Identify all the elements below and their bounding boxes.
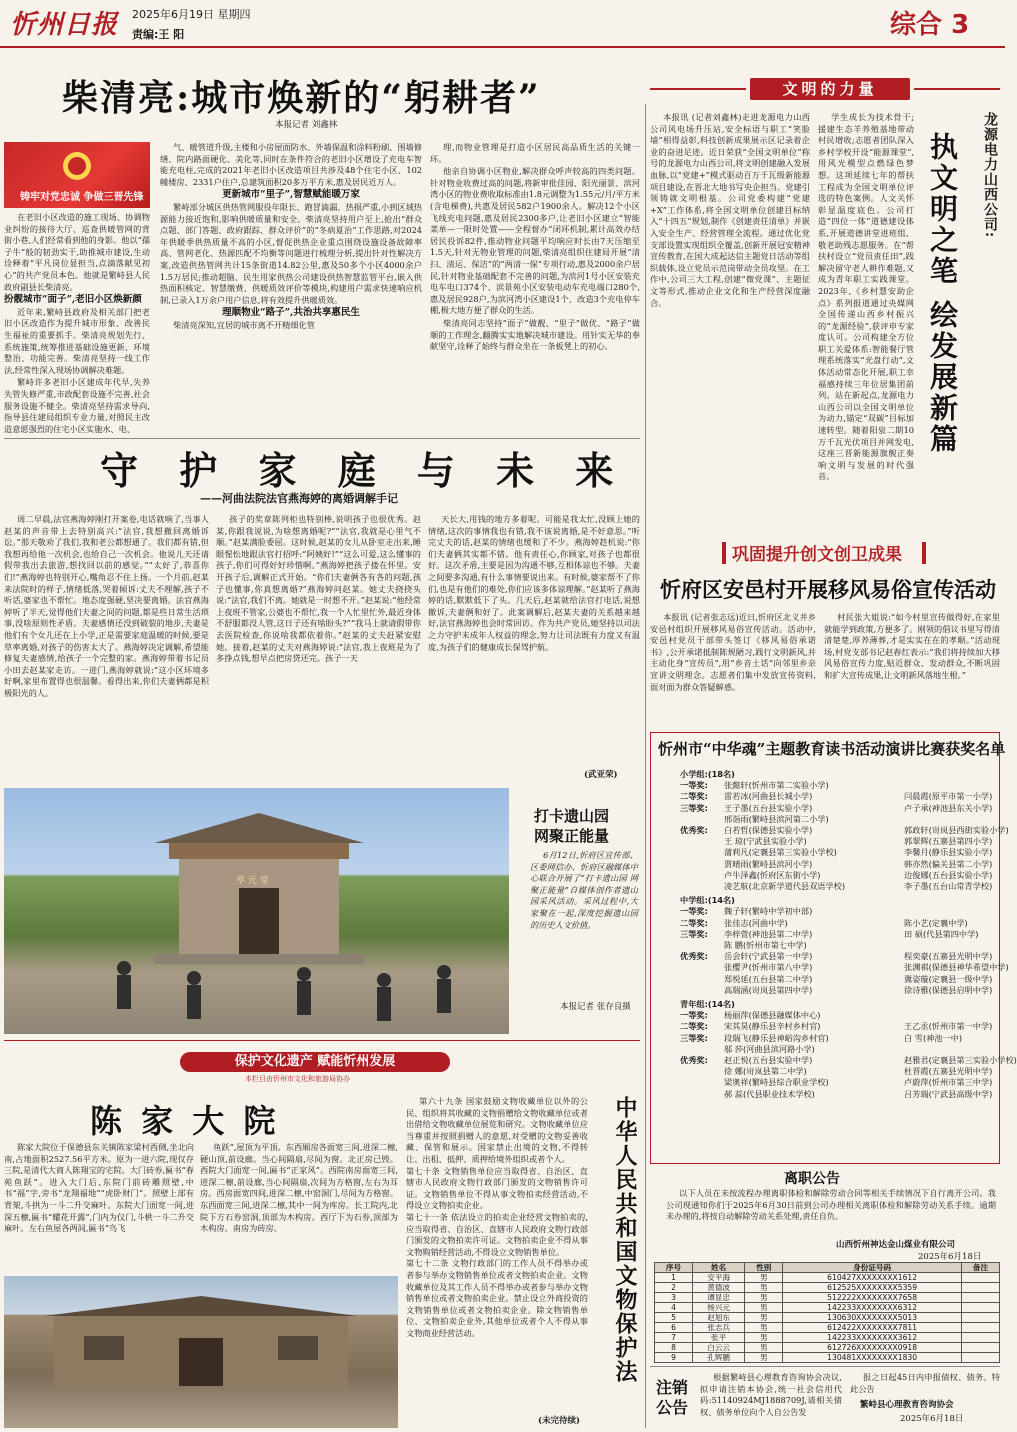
paragraph: 第六十九条 国家鼓励文物收藏单位以外的公民、组织将其收藏的文物捐赠给文物收藏单位或者出借给文物收藏单位展览和研究。文物收藏单位应当尊重并按照捐赠人的意愿,对受赠的文物妥善收藏、保管和展示。国家禁止出境的文物,不得转让、出租、抵押、质押给境外组织或者个人。 第七十条 文物销售单位应当取得省、自治区、直辖市人民政府文物行政部门颁发的文物销售许可证。文物销售单位不得从事文物拍卖经营活动,不得设立文物拍卖企业。 第七十一条 依法设立的拍卖企业经营文物拍卖的,应当取得省、自治区、直辖市人民政府文物行政部门颁发的文物拍卖许可证。文物拍卖企业不得从事文物购销经营活动,不得设立文物销售单位。 第七十二条 文物行政部门的工作人员不得举办或者参与举办文物销售单位或者文物拍卖企业。文物收藏单位及其工作人员不得举办或者参与举办文物销售单位或者文物拍卖企业。禁止设立外商投资的文物销售单位或者文物拍卖企业。除文物销售单位、文物拍卖企业外,其他单位或者个人不得从事文物商业经营活动。 bbox=[406, 1096, 588, 1338]
award-winner: 邢诣雨(繁峙县滨河第二小学) bbox=[724, 813, 829, 824]
table-cell: 3 bbox=[655, 1293, 693, 1303]
table-header-cell: 姓名 bbox=[693, 1263, 745, 1273]
award-rank bbox=[680, 881, 724, 892]
heritage-column-1 bbox=[4, 1142, 194, 1272]
divider bbox=[650, 1366, 1000, 1367]
article2-author: (武亚荣) bbox=[584, 770, 618, 780]
award-rank bbox=[680, 847, 724, 858]
table-cell: 男 bbox=[745, 1283, 783, 1293]
table-cell bbox=[961, 1273, 999, 1283]
table-cell: 男 bbox=[745, 1293, 783, 1303]
award-rank bbox=[680, 985, 724, 996]
award-row bbox=[680, 836, 996, 847]
table-cell: 7 bbox=[655, 1333, 693, 1343]
paragraph: 根据繁峙县心理教育咨询协会决议,拟申请注销本协会,统一社会信用代码:51140924MJ1888709J,请相关债权、债务单位向个人自公告发 bbox=[700, 1372, 842, 1417]
notice-date: 2025年6月18日 bbox=[918, 1252, 982, 1262]
table-cell: 512222XXXXXXXX7658 bbox=[783, 1293, 962, 1303]
subheading: 扮靓城市“面子”,老旧小区焕新颜 bbox=[4, 294, 142, 306]
paragraph: 本报讯 (记者张志远)近日,忻府区北义井乡安邑村组织开展移风易俗宣传活动。活动中,安邑村党员干部带头签订《移风易俗承诺书》,公开承诺抵制陈规陋习,践行文明新风,并主动化身“宣传员”,用“乡音土话”向邻里乡亲宣讲文明理念。志愿者们集中发放宣传资料,面对面为群众答疑解惑。 bbox=[650, 612, 816, 692]
award-winner: 张渊祺(保德县神华希望中学) bbox=[904, 962, 1009, 973]
award-winner: 张懿轩(忻州市第二实验小学) bbox=[724, 780, 829, 791]
award-row bbox=[680, 870, 996, 881]
table-cell: 2 bbox=[655, 1283, 693, 1293]
paragraph: 柴清亮同志坚持“面子”做靓、“里子”做优、“路子”做顺的工作理念,翻腾实实地解决城市建设。用针实无华的奉献坚守,诠释了始终与群众坐在一条板凳上的初心。 bbox=[430, 317, 640, 352]
table-cell: 孔辉鹏 bbox=[693, 1353, 745, 1363]
article4-band: 巩固提升创文创卫成果 bbox=[732, 545, 902, 565]
award-category: 中学组:(14名) bbox=[680, 895, 735, 906]
award-winner: 徐 娜(岢岚县第二中学) bbox=[724, 1066, 807, 1077]
table-row bbox=[655, 1303, 1000, 1313]
award-winner: 白 雪(神池一中) bbox=[904, 1032, 963, 1043]
table-header-row bbox=[655, 1263, 1000, 1273]
award-row bbox=[680, 803, 996, 814]
award-rank: 优秀奖: bbox=[680, 825, 708, 836]
award-winner bbox=[904, 814, 996, 825]
civilization-header bbox=[650, 76, 1000, 102]
award-rank bbox=[680, 1066, 724, 1077]
table-cell: 男 bbox=[745, 1303, 783, 1313]
civilization-header-band: 文明的力量 bbox=[750, 78, 910, 100]
table-cell bbox=[961, 1313, 999, 1323]
award-winner: 赵雅君(定襄县第三实验小学校) bbox=[904, 1055, 1017, 1066]
award-winner bbox=[904, 906, 996, 917]
award-rank: 三等奖: bbox=[680, 928, 708, 939]
table-cell: 白云云 bbox=[693, 1343, 745, 1353]
award-row bbox=[680, 1089, 996, 1100]
table-cell: 男 bbox=[745, 1273, 783, 1283]
award-winner: 李子墨(五台山常青学校) bbox=[904, 881, 993, 892]
paragraph: 陈家大院位于保德县东关镇陈家梁村西侧,坐北向南,占地面积2527.56平方米。原为一进六院,现仅存三院,是清代大商人陈翔宝的宅院。大门砖券,匾书“春苑鱼跃”。进入大门后,东院门前砖雕照壁,中书“福”字,旁书“龙翔福地”“虎卧财门”。照壁上部有背架,斗拱为一斗二升交麻叶。东院大门面宽一间,进深五檩,匾书“耀花开露”,门内为仪门,斗栱一斗二升交麻叶。左右鱼屋各两间,匾书“鸟飞 bbox=[4, 1142, 194, 1234]
law-note: (未完待续) bbox=[538, 1416, 581, 1426]
table-row bbox=[655, 1313, 1000, 1323]
award-row bbox=[680, 985, 996, 996]
chen-family-courtyard-photo bbox=[4, 1276, 398, 1428]
article4-band-box bbox=[650, 538, 1000, 568]
award-winner: 魏子轩(繁峙中学初中部) bbox=[724, 906, 813, 917]
award-winner: 宋其昊(静乐县辛村乡村官) bbox=[724, 1021, 821, 1032]
table-cell: 男 bbox=[745, 1343, 783, 1353]
contest-title: 忻州市“中华魂”主题教育读书活动演讲比赛获奖名单 bbox=[658, 740, 1006, 758]
award-rank bbox=[680, 940, 724, 951]
award-row bbox=[680, 906, 996, 917]
award-winner: 郑悦延(五台县第二中学) bbox=[724, 973, 813, 984]
paragraph: 气、暖管道升级,主楼和小房屋面防水、外墙保温和涂料粉刷、围墙修缮、院内路面硬化、美化等,同时在条件符合的老旧小区增设了充电车智能充电柱,完成的2021年老旧小区改造项目共涉及48个住宅小区、102幢楼房、2331户住户,总建筑面积20多万平方米,惠及居民近万人。 bbox=[160, 142, 422, 187]
table-cell bbox=[961, 1283, 999, 1293]
photo-credit: 本报记者 张存良摄 bbox=[560, 1002, 631, 1012]
award-row bbox=[680, 1010, 996, 1021]
award-winner: 李馨月(静乐县实验小学) bbox=[904, 847, 993, 858]
yishan-garden-photo bbox=[4, 788, 509, 1034]
pavilion-illustration bbox=[4, 788, 509, 1034]
column-rule bbox=[645, 104, 646, 1428]
paragraph: 繁峙部分城区供热管网服役年限长、跑冒滴漏、热损严重,小到区域热源能力接近饱和,影响供暖质量和安全。柴清亮坚持用户至上,抢出“群众点题、部门答题、政府跟踪、群众评价”的“冬病夏治”工作思路,对2024年供暖季供热质量不高的小区,督促供热企业重点围绕设施设备故障率高、管网老化、热源匹配不均衡等问题进行梳理分析,提出针对性解决方案,改造供热管网共计15条街道14.82公里,惠及50多个小区4000余户1.5万居民;推动超脑、民生用家供热公司建设供热智慧监管平台,嵌入供热面积核定、智慧缴费、供暖质效评价等模块,构建用户需求快速响应机制,已录入1万余户用户信息,将有效提升供暖质效。 bbox=[160, 201, 422, 305]
award-winner: 张樱尹(忻州市第八中学) bbox=[724, 962, 813, 973]
table-cell: 1 bbox=[655, 1273, 693, 1283]
award-row bbox=[680, 825, 1009, 836]
award-winner: 卢子承(神池县东关小学) bbox=[904, 802, 993, 813]
award-winner: 陈小艺(定襄中学) bbox=[904, 917, 968, 928]
issue-date: 2025年6月19日 星期四 bbox=[132, 8, 251, 21]
award-winner: 梁奥祥(繁峙县综合职业学校) bbox=[724, 1077, 829, 1088]
notice-title: 离职公告 bbox=[784, 1171, 840, 1187]
table-header-cell: 备注 bbox=[961, 1263, 999, 1273]
award-rank: 二等奖: bbox=[680, 917, 708, 928]
paragraph: 学生成长为技术骨干;援建生态羊养殖基地带动村民增收;志愿者团队深入乡村学校开设“能源课堂”,用风光模型点燃绿色梦想。这项延续七年的帮扶工程成为全国文明单位评选的特色案例。人文关怀彰显温度底色。公司打造“四位一体”道德建设体系,开展道德讲堂进班组、敬老助残志愿服务。在“帮扶村设立“党员责任田”,践解决留守老人耕作难题,又成为青年职工实践课堂。2023年,《乡村慧安助企点》系列报道通过央媒网全国传递山西乡村振兴的“龙源经验”,获评申专家度认可。公司构建全方位职工关爱体系:智能餐厅管理系统落实“光盘行动”,文体活动常态化开展,职工幸福感持续三年位居集团前列。站在新起点,龙源电力山西公司以全国文明单位为动力,锚定“双碳”目标加速转型。随着阳泉二期10万千瓦光伏项目并网发电,这座三晋新能源旗舰正奏响文明与发展的时代强音。 bbox=[818, 112, 914, 482]
table-cell bbox=[961, 1353, 999, 1363]
article2-column-3 bbox=[428, 514, 640, 766]
subheading: 更新城市“里子”,智慧赋能暖万家 bbox=[222, 189, 360, 201]
award-rank bbox=[680, 870, 724, 881]
award-winner: 贾晴雨(繁峙县滨河小学) bbox=[724, 858, 813, 869]
table-cell: 612726XXXXXXXX0918 bbox=[783, 1343, 962, 1353]
table-cell: 5 bbox=[655, 1313, 693, 1323]
heritage-band: 保护文化遗产 赋能忻州发展 bbox=[180, 1052, 450, 1072]
notice-table bbox=[654, 1262, 1000, 1363]
table-cell bbox=[961, 1343, 999, 1353]
paragraph: 本报讯 (记者刘鑫林)走进龙源电力山西公司风电场升压站,安全标语与职工“笑脸墙”相得益彰,科技创新成果展示区记录着企业的奋进足迹。近日荣获“全国文明单位”称号的龙源电力山西公司,将文明创建融入发展血脉,以“党建+”模式驱动百万千瓦级新能源项目建设,在晋北大地书写央企担当。党建引领铸就文明根基。公司党委构建“党建+X”工作体系,将全国文明单位创建目标纳入“十四五”规划,制作《创建责任清单》并嵌入安全生产、经营管理全流程。通过优化党支部设置实现组织全覆盖,创新开展冠安精神宣传教育,在国大成起达信主题党日活动等组织载体,设立党员示范岗带动全员攻坚。在工作中,公司三大工程,创建“微党课”、主题征文等形式,推动企业文化和生产经营深度融合。 bbox=[650, 112, 810, 308]
award-rank bbox=[680, 836, 724, 847]
award-winner bbox=[904, 940, 996, 951]
table-cell: 张志兵 bbox=[693, 1323, 745, 1333]
award-rank bbox=[680, 1077, 724, 1088]
table-cell bbox=[961, 1303, 999, 1313]
award-row bbox=[680, 1055, 1017, 1066]
band-marker bbox=[722, 542, 726, 564]
award-row bbox=[680, 940, 996, 951]
table-cell: 142233XXXXXXXX3612 bbox=[783, 1333, 962, 1343]
award-winner: 王乙丞(忻州市第一中学) bbox=[904, 1021, 993, 1032]
award-winner bbox=[904, 1044, 996, 1055]
award-winner bbox=[904, 1010, 996, 1021]
newspaper-logo: 忻州日报 bbox=[10, 10, 119, 40]
article2-column-1 bbox=[4, 514, 209, 780]
table-cell: 612422XXXXXXXX7811 bbox=[783, 1323, 962, 1333]
paragraph: 在老旧小区改造的施工现场、协调物业纠纷的接待大厅、巡查供暖管网的背街小巷,人们经常看到他的身影。他以“孺子牛”般的韧劲实干,助推城市建设,生动诠释着“平凡岗位显担当,点滴落献见初心”的共产党员本色。他就是繁峙县人民政府副县长柴清亮。 bbox=[4, 212, 150, 292]
table-cell: 黄德波 bbox=[693, 1283, 745, 1293]
table-cell bbox=[961, 1293, 999, 1303]
article3-company: 龙源电力山西公司: bbox=[982, 112, 998, 239]
article3-title: 执文明之笔 绘发展新篇 bbox=[926, 132, 959, 455]
award-rank bbox=[680, 1044, 724, 1055]
cancel-body bbox=[700, 1372, 842, 1430]
award-category: 青年组:(14名) bbox=[680, 999, 735, 1010]
award-winner: 赵正悦(五台县实验中学) bbox=[724, 1055, 813, 1066]
cancel-signer: 繁峙县心理教育咨询协会 bbox=[860, 1400, 954, 1410]
table-row bbox=[655, 1293, 1000, 1303]
award-rank: 优秀奖: bbox=[680, 1055, 708, 1066]
table-row bbox=[655, 1273, 1000, 1283]
award-winner: 杨丽萍(保德县融媒体中心) bbox=[724, 1010, 821, 1021]
award-row bbox=[680, 859, 996, 870]
table-cell: 男 bbox=[745, 1323, 783, 1333]
table-cell: 612525XXXXXXXX5359 bbox=[783, 1283, 962, 1293]
article2-title: 守 护 家 庭 与 未 来 bbox=[100, 448, 628, 493]
award-winner: 程奕豪(五寨县光明中学) bbox=[904, 951, 993, 962]
table-cell: 142233XXXXXXXX6312 bbox=[783, 1303, 962, 1313]
contest-award-list bbox=[680, 766, 1017, 1162]
cancel-date: 2025年6月18日 bbox=[900, 1414, 964, 1424]
award-row bbox=[680, 780, 996, 791]
party-banner-image bbox=[4, 142, 150, 208]
table-header-cell: 身份证号码 bbox=[783, 1263, 962, 1273]
notice-table-wrap bbox=[654, 1262, 1000, 1363]
law-text bbox=[406, 1096, 588, 1414]
article1-title: 柴清亮:城市焕新的“躬耕者” bbox=[62, 77, 541, 119]
paragraph: 报之日起45日内申报债权、债务。特此公告 bbox=[850, 1372, 1000, 1394]
award-winner: 杜晋霞(五寨县光明中学) bbox=[904, 1066, 993, 1077]
paragraph: 鱼跃”,屋顶为平顶。东西厢房各面宽三间,进深二檩,硬山顶,前设廊。当心间隔扇,尽间为窗。北正房已毁。西院大门面宽一间,匾书“正家风”。西院南房面宽三间,进深二檩,前设廊,当心间隔扇,次间为方格窗,左右为耳房。西房面宽四间,进深二檩,中窑洞门,尽间为方格窗。东西面宽三间,进深二檩,其中一间为库房。长工院内,北院下方石券窑洞,顶部为木构房。西厅下为石券,顶部为木构房。南房为砖房。 bbox=[200, 1142, 398, 1234]
cancel-body-2 bbox=[850, 1372, 1000, 1394]
award-row bbox=[680, 1033, 996, 1044]
table-cell: 杨兴元 bbox=[693, 1303, 745, 1313]
article1-column-3 bbox=[430, 142, 640, 434]
award-row bbox=[680, 881, 996, 892]
award-row bbox=[680, 929, 996, 940]
header-rule bbox=[650, 88, 746, 90]
table-cell bbox=[961, 1323, 999, 1333]
award-rank: 一等奖: bbox=[680, 780, 708, 791]
award-winner: 段瑞飞(静乐县神峪沟乡村官) bbox=[724, 1032, 829, 1043]
article1-column-2 bbox=[160, 142, 422, 434]
award-winner: 郝 蕊(代县职业技术学校) bbox=[724, 1088, 815, 1099]
table-header-cell: 性别 bbox=[745, 1263, 783, 1273]
award-rank bbox=[680, 974, 724, 985]
award-rank: 三等奖: bbox=[680, 802, 708, 813]
award-row bbox=[680, 1066, 996, 1077]
table-cell: 张平 bbox=[693, 1333, 745, 1343]
award-row bbox=[680, 1021, 996, 1032]
table-cell: 男 bbox=[745, 1353, 783, 1363]
law-title: 中华人民共和国文物保护法 bbox=[612, 1096, 638, 1384]
award-winner: 王子墨(五台县实验小学) bbox=[724, 802, 813, 813]
article1-column-1 bbox=[4, 212, 150, 434]
award-row bbox=[680, 974, 996, 985]
table-cell: 男 bbox=[745, 1313, 783, 1323]
award-winner: 边俊娜(五台县实验小学) bbox=[904, 869, 993, 880]
award-winner: 郭翠辉(五寨县第四小学) bbox=[904, 836, 993, 847]
award-winner: 田 硕(代县第四中学) bbox=[904, 928, 979, 939]
table-cell: 6 bbox=[655, 1323, 693, 1333]
table-cell: 谭显忠 bbox=[693, 1293, 745, 1303]
award-winner: 蒲莉凡(定襄县第三实验小学校) bbox=[724, 847, 837, 858]
article3-column-1 bbox=[650, 112, 810, 528]
table-cell: 8 bbox=[655, 1343, 693, 1353]
award-rank: 二等奖: bbox=[680, 1021, 708, 1032]
award-winner: 岳会轩(宁武县第一中学) bbox=[724, 951, 813, 962]
subheading: 理顺物业“路子”,共治共享惠民生 bbox=[222, 307, 360, 319]
award-rank: 一等奖: bbox=[680, 906, 708, 917]
award-winner: 韩亦然(偏关县第二小学) bbox=[904, 858, 993, 869]
table-cell: 赵旭东 bbox=[693, 1313, 745, 1323]
page-number: 3 bbox=[951, 10, 970, 40]
award-winner: 冀姿璇(定襄县一级中学) bbox=[904, 973, 993, 984]
section-title bbox=[890, 4, 969, 41]
article1-byline: 本报记者 刘鑫林 bbox=[275, 120, 338, 130]
award-winner: 邬 莎(河曲县滨河路小学) bbox=[724, 1043, 815, 1054]
table-header-cell: 序号 bbox=[655, 1263, 693, 1273]
award-winner: 高瑞涵(岢岚县第四中学) bbox=[724, 984, 813, 995]
award-winner: 陈 鹏(忻州市第七中学) bbox=[724, 940, 807, 951]
table-row bbox=[655, 1353, 1000, 1363]
table-cell: 130630XXXXXXXX5013 bbox=[783, 1313, 962, 1323]
award-winner: 雷若冰(河曲县长城小学) bbox=[724, 791, 813, 802]
article2-subtitle: ——河曲法院法官燕海婷的离婚调解手记 bbox=[200, 492, 398, 505]
award-rank bbox=[680, 1089, 724, 1100]
section-name: 综合 bbox=[890, 10, 943, 40]
award-row bbox=[680, 951, 996, 962]
award-row bbox=[680, 1077, 996, 1088]
banner-slogan: 铸牢对党忠诚 争做三晋先锋 bbox=[20, 192, 144, 203]
award-rank: 三等奖: bbox=[680, 1032, 708, 1043]
paragraph: 周二早晨,法官燕海婷刚打开案卷,电话就响了,当事人赵某的声音带上去特别高兴:“法官,我想撤回离婚诉讼。”那天敬劝了我们,我和老公都想通了。我们都有错,但我想再给他一次机会,也给自己一次机会。他说儿天还请假带我出去旅游,想找回以前的感觉。”“太好了,恭喜你们!”燕海婷也特别开心,嘴角忍不住上扬。一个月前,赵某来法院时的样子,情绪低落,哭着倾诉:丈夫不理解,孩子不听话,婆家也不帮忙。地态度强硬,坚决要离婚。法官燕海婷听了半天,觉得他们夫妻之间的问题,都是些日常生活琐事,没啥原则性矛盾。夫妻感情还没到破裂的地步,夫妻是他们有个女儿还在上小学,正是需要家庭温暖的时候,要是草率离婚,对孩子的伤害太大了。燕海婷决定调解,希望能修复夫妻感情,给孩子一个完整的家。燕海婷带着书记员小田去赵某家走访。一进门,燕海婷就说:“这小区环境多好啊,家里布置得也很温馨。看得出来,你们夫妻俩都是积极阳光的人。 bbox=[4, 514, 209, 698]
heritage-band-sub: 本栏目由忻州市文化和旅游局协办 bbox=[245, 1075, 350, 1083]
award-row bbox=[680, 962, 1009, 973]
paragraph: 近年来,繁峙县政府及相关部门把老旧小区改造作为提升城市形象、改善民生福祉的重要抓手。柴清亮规划先行、系统施策,统筹推进基础设施更新、环境整治、功能完善。柴清亮坚持一线工作法,经常性深入现场协调解决难题。 bbox=[4, 306, 150, 375]
award-row bbox=[680, 918, 996, 929]
notice-body bbox=[666, 1188, 996, 1236]
award-winner: 卢蔚萍(忻州市第三中学) bbox=[904, 1077, 993, 1088]
notice-signer: 山西忻州神达金山煤业有限公司 bbox=[836, 1240, 956, 1250]
award-winner: 闫晨霞(原平市第一小学) bbox=[904, 791, 993, 802]
table-cell bbox=[961, 1333, 999, 1343]
table-row bbox=[655, 1323, 1000, 1333]
article3-column-2 bbox=[818, 112, 914, 482]
award-row bbox=[680, 814, 996, 825]
award-winner: 凌艺航(北京新学道代县双语学校) bbox=[724, 881, 846, 892]
heritage-column-2 bbox=[200, 1142, 398, 1272]
award-category: 小学组:(18名) bbox=[680, 769, 735, 779]
paragraph: 村民张大姐说:“如今村里宣传做得好,在家里就能学到政策,方便多了。刚领的倡议书里写得清清楚楚,厚养薄葬,才是实实在在的孝顺。”活动现场,村党支部书记赵春红表示:“我们将持续加大移风易俗宣传力度,贴近群众、发动群众,不断巩固和扩大宣传成果,让文明新风落地生根。” bbox=[824, 612, 1000, 680]
award-winner: 徐诗雅(保德县启明中学) bbox=[904, 984, 993, 995]
paragraph: 孩子的奖章陈列柜也特别棒,说明孩子也很优秀。赵某,你跟我说说,为啥想离婚呢?”“法官,我就是心里气不顺。”赵某满脸委屈。这时候,赵某的女儿从卧室走出来,睡眼惺忪地跟法官打招呼:“阿姨好!”“这么可爱,这么懂事的孩子,你们可得好好珍惜啊。”燕海婷把孩子搂在怀里。安开孩子后,调解正式开始。“你们夫妻俩各有各的问题,孩子也懂事,你真想离婚?”燕海婷问赵某。她丈夫挠挠头说:“法官,我们不离。她就是一时想不开。”赵某说:“他经常上夜班不管家,公婆也不帮忙,我一个人忙里忙外,最近身体不舒服都没人管,这日子还有啥盼头?”“我马上就请假带你去医院检查,你说啥我都依着你。”赵某的丈夫赶紧安慰她。接着,赵某的丈夫对燕海婷说:“法官,我上夜班是为了多挣点钱,想早点把房贷还完。孩子一天 bbox=[216, 514, 421, 664]
header-rule bbox=[914, 88, 1000, 90]
page-editor: 责编:王 阳 bbox=[132, 28, 185, 41]
paragraph: 以下人员在未按流程办理离职体检和解除劳动合同等相关手续情况下自行离开公司。我公司现通知你们于2025年6月30日前到公司办理相关离职体检和解除劳动关系手续。逾期未办理的,将按自动解除劳动关系处理,责任自负。 bbox=[666, 1188, 996, 1222]
table-row bbox=[655, 1333, 1000, 1343]
courtyard-illustration bbox=[4, 1276, 398, 1428]
award-winner: 李梓萱(神池县第二中学) bbox=[724, 928, 813, 939]
band-marker bbox=[922, 542, 926, 564]
divider bbox=[4, 438, 640, 439]
award-rank bbox=[680, 814, 724, 825]
award-winner: 卢牛泽鑫(忻府区东街小学) bbox=[724, 869, 821, 880]
table-row bbox=[655, 1283, 1000, 1293]
award-rank: 优秀奖: bbox=[680, 951, 708, 962]
award-winner: 张佳志(河曲中学) bbox=[724, 917, 788, 928]
table-cell: 4 bbox=[655, 1303, 693, 1313]
table-cell: 9 bbox=[655, 1353, 693, 1363]
photo-feature-title: 打卡遗山园 网聚正能量 bbox=[534, 807, 610, 845]
pavilion-plaque: 亭 元 堂 bbox=[236, 876, 269, 886]
award-winner: 郭政轩(岢岚县西街实验小学) bbox=[904, 825, 1009, 836]
article2-column-2 bbox=[216, 514, 421, 780]
paragraph: 他亲自协调小区物业,解决群众呼声较高的四类问题。针对物业收费过高的问题,将新审批佳园、阳光丽景、滨河湾小区的物业费收取标准由1.8元调整为1.55元/月/平方米(含电梯费),共惠及居民582户1900余人。解决12个小区飞线充电问题,惠及居民2300多户,让老旧小区建立“智能菜单—一限时处置——全程督办”闭环机制,累计高效办结居民投诉82件,推动物业问题平均响应时长由7天压缩至1.5天,针对无物业管理的问题,柴清亮组织住建局开展“清扫、清运、保洁”的“两清一保”专项行动,惠及2000余户居民,针对物业基础配套不完善的问题,为滨河1号小区安装充电车电口374个、滨景苑小区安装电动车充电端口280个,惠及居民928户,为滨河湾小区建设1个、改造3个充电停车棚,极大地方便了群众的生活。 bbox=[430, 166, 640, 316]
award-rank: 一等奖: bbox=[680, 1010, 708, 1021]
cancel-label: 注销 公告 bbox=[656, 1378, 689, 1417]
article4-title: 忻府区安邑村开展移风易俗宣传活动 bbox=[660, 577, 996, 602]
heritage-title: 陈 家 大 院 bbox=[90, 1102, 280, 1140]
table-cell: 610427XXXXXXXX1612 bbox=[783, 1273, 962, 1283]
paragraph: 天长大,用钱的地方多着呢。可能是我太忙,没顾上她的情绪,这次的事情我也有错,我不该说离婚,是不好意思。”听完丈夫的话,赵某的情绪也缓和了不少。燕海婷趁机说:“你们夫妻俩其实都不错。他有责任心,你顾家,对孩子也都很好。这次矛盾,主要是因为沟通不够,互相体谅也不够。夫妻之间要多沟通,有什么事情要说出来。有时候,婆家帮不了你们,也是有他们的难处,你们应该多体谅理解。”赵某听了燕海婷的话,默默低下了头。几天后,赵某就给法官打电话,说想撤诉,夫妻俩和好了。此案调解后,赵某夫妻的关系越来越好,法官燕海婷也会时常回访。作为共产党员,她坚持以司法之力守护未成年人权益的理念,努力让司法既有力度又有温度,为孩子们的健康成长保驾护航。 bbox=[428, 514, 640, 652]
award-winner: 白若哲(保德县实验小学) bbox=[724, 825, 813, 836]
award-row bbox=[680, 1044, 996, 1055]
table-cell: 安平海 bbox=[693, 1273, 745, 1283]
paragraph: 繁峙许多老旧小区建成年代早,失养失管失修严重,市政配套设施不完善,社会服务设施不健全。柴清亮坚持需求导向,指导县住建局组织专业力量,对照民主改造意愿强烈的住宅小区实施水、电、 bbox=[4, 377, 150, 434]
award-rank bbox=[680, 962, 724, 973]
table-cell: 男 bbox=[745, 1333, 783, 1343]
article4-column-2 bbox=[824, 612, 1000, 728]
award-rank bbox=[680, 859, 724, 870]
award-winner: 吕芳瑞(宁武县高级中学) bbox=[904, 1088, 993, 1099]
award-row bbox=[680, 847, 996, 858]
paragraph: 理,而物业管理是打造小区居民高品质生活的关键一环。 bbox=[430, 142, 640, 164]
award-winner bbox=[904, 780, 996, 791]
award-row bbox=[680, 791, 996, 802]
table-row bbox=[655, 1343, 1000, 1353]
paragraph: 柴清亮深知,宜居的城市离不开精细化管 bbox=[173, 319, 315, 330]
paragraph: 6月12日,忻府区宣传部、区委网信办、忻府区融媒体中心联合开展了“打卡遗山园 网聚正能量”自媒体创作者遗山园采风活动。采风过程中,大家聚在一起,深度挖掘遗山园的历史人文价值。 bbox=[530, 850, 638, 930]
award-rank: 二等奖: bbox=[680, 791, 708, 802]
table-cell: 130481XXXXXXXX1830 bbox=[783, 1353, 962, 1363]
article4-column-1 bbox=[650, 612, 816, 728]
photo-caption bbox=[530, 850, 638, 980]
award-winner: 王 琼(宁武县实验小学) bbox=[724, 836, 807, 847]
